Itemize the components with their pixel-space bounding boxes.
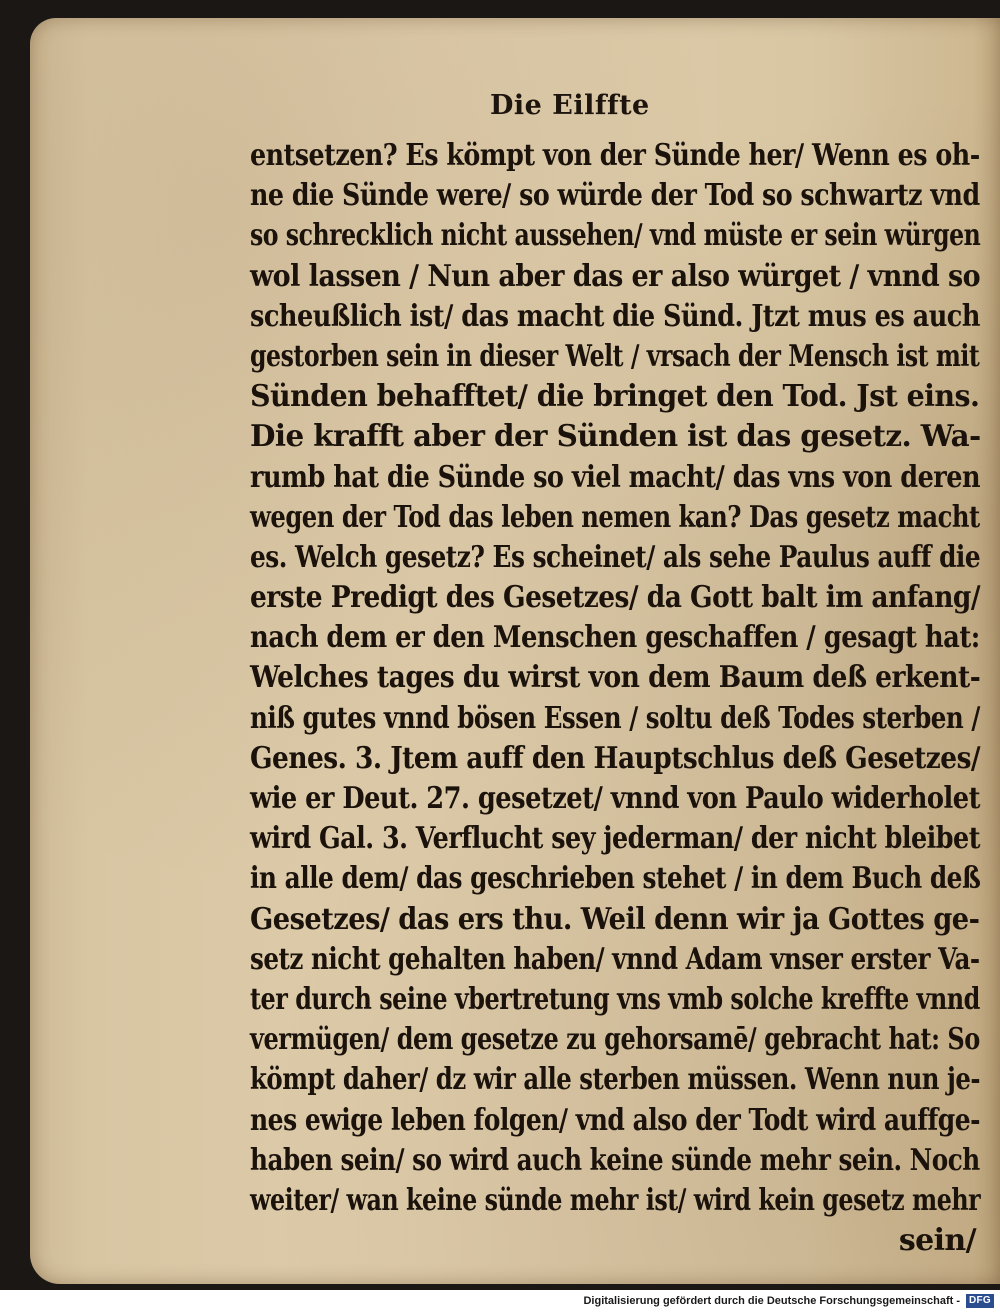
text-line: nes ewige leben folgen/ vnd also der Todt wird auffge- [250,1102,981,1138]
text-line: nach dem er den Menschen geschaffen / gesagt hat: [250,620,980,656]
text-line: wegen der Tod das leben nemen kan? Das gesetz macht [250,499,980,535]
text-line: entsetzen? Es kömpt von der Sünde her/ Wenn es oh- [250,138,980,173]
text-line: weiter/ wan keine sünde mehr ist/ wird kein gesetz mehr [250,1182,981,1218]
text-line: Sünden behafftet/ die bringet den Tod. Jst eins. [250,379,980,415]
text-line: kömpt daher/ dz wir alle sterben müssen. Wenn nun je- [250,1062,981,1098]
text-line: Die krafft aber der Sünden ist das gesetz. Wa- [250,419,981,455]
footer-credit: Digitalisierung gefördert durch die Deutsche Forschungsgemeinschaft - [583,1295,960,1307]
footer-bar [0,1290,1000,1313]
text-line: in alle dem/ das geschrieben stehet / in dem Buch deß [250,861,981,897]
page-heading: Die Eilffte [490,90,650,121]
text-line: sein/ [898,1223,976,1259]
book-page [30,18,1000,1284]
text-line: setz nicht gehalten haben/ vnnd Adam vnser erster Va- [250,941,980,977]
text-line: niß gutes vnnd bösen Essen / soltu deß Todes sterben / [250,700,980,736]
text-line: Gesetzes/ das ers thu. Weil denn wir ja Gottes ge- [250,901,980,937]
text-line: Welches tages du wirst von dem Baum deß erkent- [250,660,981,696]
text-line: haben sein/ so wird auch keine sünde mehr sein. Noch [250,1142,980,1178]
text-line: ter durch seine vbertretung vns vmb solche kreffte vnnd [250,981,980,1017]
text-line: ne die Sünde were/ so würde der Tod so schwartz vnd [250,178,980,214]
text-line: gestorben sein in dieser Welt / vrsach der Mensch ist mit [250,338,980,374]
text-line: es. Welch gesetz? Es scheinet/ als sehe Paulus auff die [250,539,981,575]
text-line: scheußlich ist/ das macht die Sünd. Jtzt mus es auch [250,298,980,334]
text-line: erste Predigt des Gesetzes/ da Gott balt im anfang/ [250,580,981,616]
text-line: vermügen/ dem gesetze zu gehorsamē/ gebracht hat: So [250,1022,980,1058]
text-line: wie er Deut. 27. gesetzet/ vnnd von Paulo widerholet [250,781,980,816]
text-line: Genes. 3. Jtem auff den Hauptschlus deß Gesetzes/ [250,740,981,776]
dfg-logo[interactable]: DFG [966,1294,994,1308]
text-line: wol lassen / Nun aber das er also würget / vnnd so [250,258,981,294]
text-block [250,136,990,1261]
text-line: so schrecklich nicht aussehen/ vnd müste er sein würgen [250,218,981,254]
text-line: wird Gal. 3. Verflucht sey jederman/ der nicht bleibet [250,821,980,857]
text-line: rumb hat die Sünde so viel macht/ das vns von deren [250,459,981,495]
